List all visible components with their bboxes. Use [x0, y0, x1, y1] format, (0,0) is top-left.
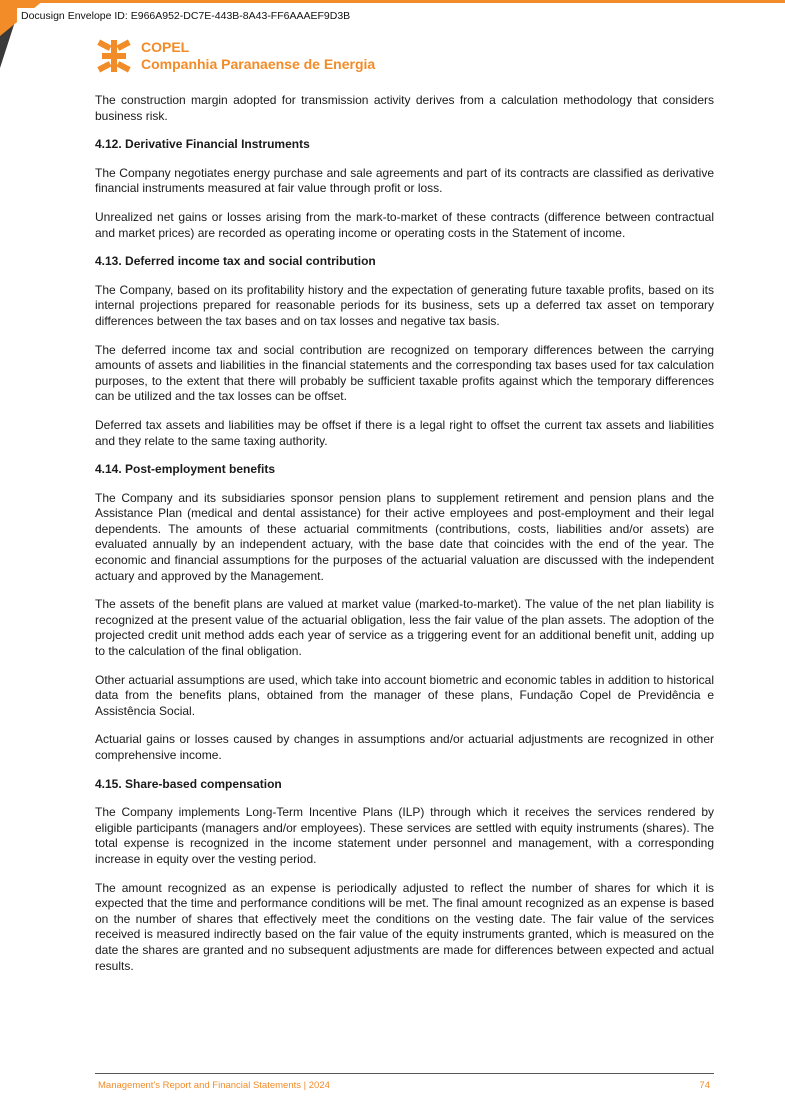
paragraph: The construction margin adopted for transmission activity derives from a calculation methodology that considers business risk.	[95, 93, 714, 123]
footer-divider	[95, 1073, 714, 1074]
paragraph: Unrealized net gains or losses arising from the mark-to-market of these contracts (difference between contractual and market prices) are recorded as operating income or operating costs in the Statement of income.	[95, 209, 714, 240]
section-heading: 4.14. Post-employment benefits	[95, 462, 276, 477]
paragraph: The Company, based on its profitability history and the expectation of generating future taxable profits, based on its internal projections prepared for reasonable periods for its business, sets up a deferred tax asset on temporary differences between the tax bases and on tax losses and negative tax basis.	[95, 282, 714, 328]
copel-logo-icon	[96, 38, 132, 74]
section-heading: 4.12. Derivative Financial Instruments	[95, 137, 310, 152]
paragraph: Actuarial gains or losses caused by changes in assumptions and/or actuarial adjustments are recognized in other comprehensive income.	[95, 732, 714, 762]
page-number: 74	[699, 1080, 710, 1091]
paragraph: The Company and its subsidiaries sponsor pension plans to supplement retirement and pension plans and the Assistance Plan (medical and dental assistance) for their active employees and post-employment and their legal dependents. The amounts of these actuarial commitments (contributions, costs, liabilities and/or assets) are evaluated annually by an independent actuary, with the base date that coincides with the end of the year. The economic and financial assumptions for the purposes of the actuarial valuation are discussed with the independent actuary and approved by the Management.	[95, 490, 714, 583]
top-accent-bar	[0, 0, 785, 3]
paragraph: Other actuarial assumptions are used, which take into account biometric and economic tables in addition to historical data from the benefits plans, obtained from the manager of these plans, Fundação Copel de Previdência e Assistência Social.	[95, 672, 714, 718]
section-heading: 4.13. Deferred income tax and social contribution	[95, 254, 376, 269]
paragraph: The Company negotiates energy purchase and sale agreements and part of its contracts are classified as derivative financial instruments measured at fair value through profit or loss.	[95, 165, 714, 196]
paragraph: The amount recognized as an expense is periodically adjusted to reflect the number of shares for which it is expected that the time and performance conditions will be met. The final amount recognized as an expense is based on the number of shares that effectively meet the conditions on the vesting date. The fair value of the services received is measured indirectly based on the fair value of the equity instruments granted, which is measured on the date the shares are granted and no subsequent adjustments are made for differences between expected and actual results.	[95, 880, 714, 973]
footer-title: Management's Report and Financial Statements | 2024	[98, 1080, 330, 1091]
brand-name: COPEL	[141, 39, 190, 55]
section-heading: 4.15. Share-based compensation	[95, 776, 282, 791]
brand-full-name: Companhia Paranaense de Energia	[141, 56, 376, 72]
paragraph: Deferred tax assets and liabilities may be offset if there is a legal right to offset the current tax assets and liabilities and they relate to the same taxing authority.	[95, 417, 714, 448]
paragraph: The Company implements Long-Term Incentive Plans (ILP) through which it receives the services rendered by eligible participants (managers and/or employees). These services are settled with equity instruments (shares). The total expense is recognized in the income statement under personnel and management, with a corresponding increase in equity over the vesting period.	[95, 805, 714, 866]
docusign-envelope-id: Docusign Envelope ID: E966A952-DC7E-443B-8A43-FF6AAAEF9D3B	[17, 8, 354, 25]
paragraph: The deferred income tax and social contribution are recognized on temporary differences between the carrying amounts of assets and liabilities in the financial statements and the corresponding tax bases used for tax calculation purposes, to the extent that there will probably be sufficient taxable profits against which the temporary differences can be utilized and the tax losses can be offset.	[95, 342, 714, 404]
document-body	[95, 93, 714, 987]
paragraph: The assets of the benefit plans are valued at market value (marked-to-market). The value of the net plan liability is recognized at the present value of the actuarial obligation, less the fair value of the plan assets. The adoption of the projected credit unit method adds each year of service as a triggering event for an additional benefit unit, adding up to the calculation of the final obligation.	[95, 597, 714, 659]
